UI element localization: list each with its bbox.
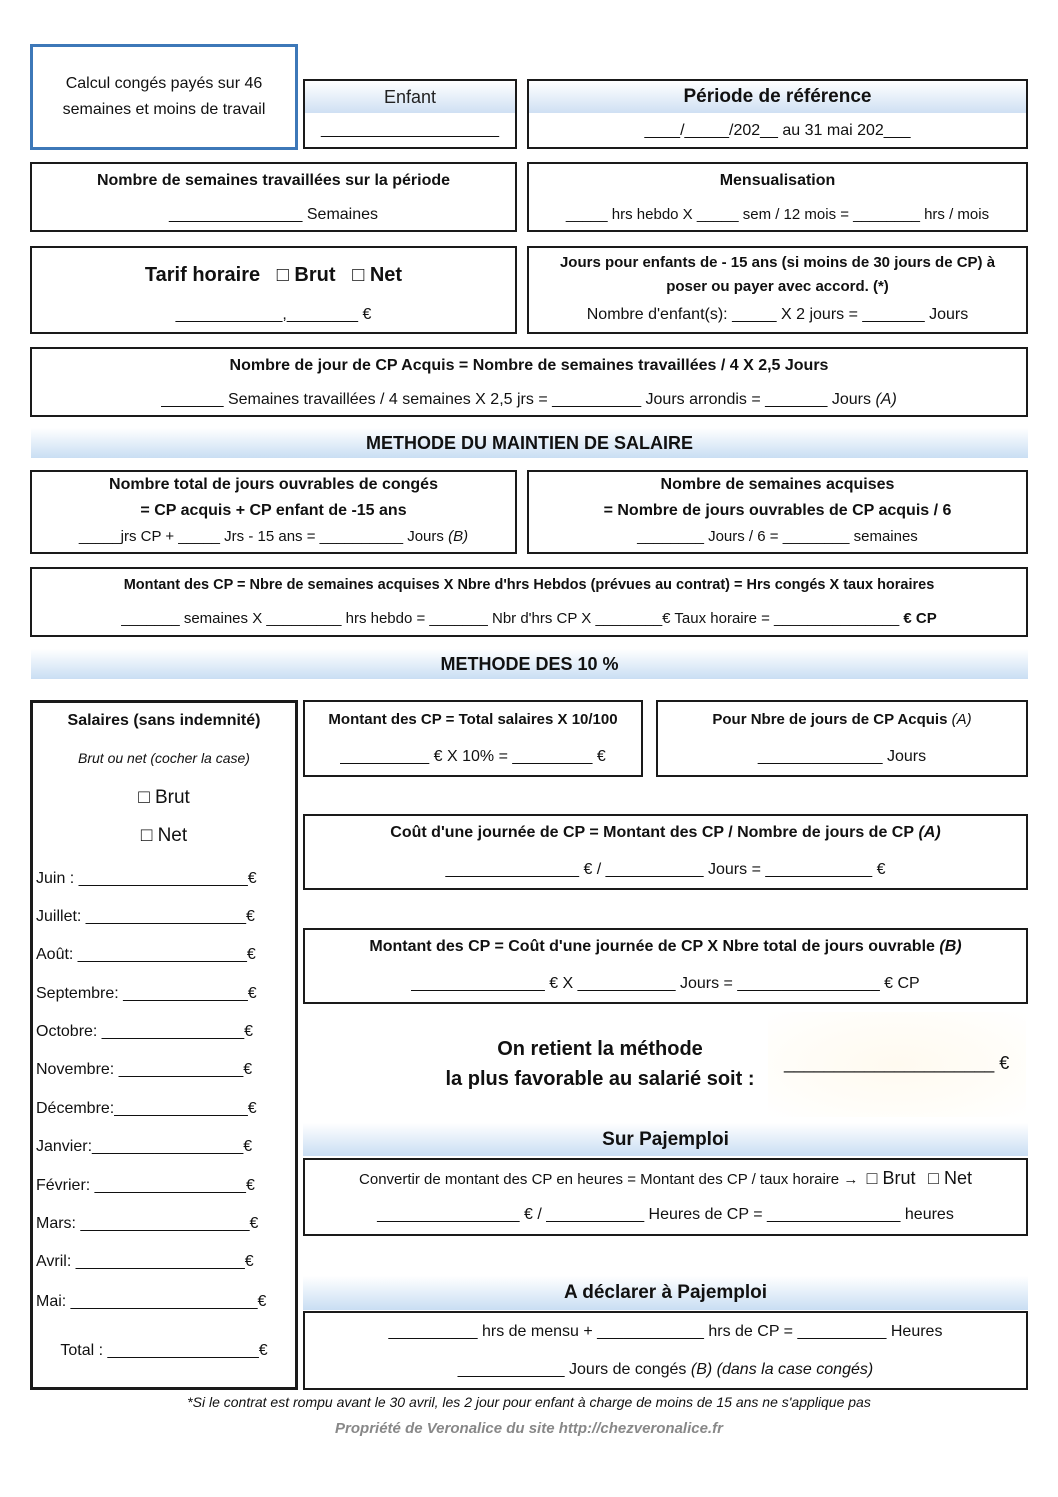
- montant-10-field[interactable]: __________ € X 10% = _________ €: [340, 748, 606, 765]
- enfant-box: [303, 79, 517, 149]
- salaire-month-field[interactable]: Août: ___________________€: [36, 946, 256, 963]
- cout-journee-title-row: [305, 824, 1026, 842]
- semaines-field[interactable]: _______________ Semaines: [168, 206, 379, 223]
- tarif-title: Tarif horaire: [144, 264, 261, 286]
- enfant-label: Enfant: [383, 87, 437, 107]
- montant-cp-unit: € CP: [903, 610, 937, 627]
- salaire-month-field[interactable]: Avril: ___________________€: [36, 1253, 254, 1270]
- mensualisation-box: [527, 162, 1028, 232]
- periode-box: [527, 79, 1028, 149]
- pour-nbre-title: Pour Nbre de jours de CP Acquis: [712, 711, 948, 728]
- tarif-title-row: [32, 264, 515, 287]
- jours-ouvrables-mark: (B): [448, 528, 469, 545]
- montant-cp-value: _______ semaines X _________ hrs hebdo = _______ Nbr d'hrs CP X ________€ Taux horaire = _______________: [121, 610, 900, 627]
- pour-nbre-box: [656, 700, 1028, 777]
- salaire-month-field[interactable]: Janvier:_________________€: [36, 1138, 253, 1155]
- tarif-net-checkbox[interactable]: □ Net: [352, 264, 403, 286]
- mensualisation-title: Mensualisation: [719, 172, 836, 189]
- montant-cout-mark: (B): [939, 938, 962, 955]
- cout-journee-mark: (A): [918, 824, 941, 841]
- montant-cout-title-row: [305, 938, 1026, 956]
- jours-enfants-line-2: poser ou payer avec accord. (*): [666, 278, 889, 295]
- section-maintien-band: METHODE DU MAINTIEN DE SALAIRE: [31, 428, 1028, 458]
- montant-cp-title: Montant des CP = Nbre de semaines acquises X Nbre d'hrs Hebdos (prévues au contrat) = Hrs congés X taux horaires: [123, 577, 935, 593]
- jours-enfants-line-1: Jours pour enfants de - 15 ans (si moins de 30 jours de CP) à: [559, 254, 996, 271]
- title-box: [30, 44, 298, 150]
- montant-10-box: [303, 700, 643, 777]
- pour-nbre-title-row: [658, 711, 1026, 728]
- salaires-net-checkbox[interactable]: □ Net: [140, 825, 188, 846]
- salaires-total-field[interactable]: Total : _________________€: [60, 1342, 268, 1359]
- cout-journee-field[interactable]: _______________ € / ___________ Jours = ____________ €: [445, 861, 886, 878]
- montant-cout-title: Montant des CP = Coût d'une journée de CP X Nbre total de jours ouvrable: [369, 938, 935, 955]
- footnote: *Si le contrat est rompu avant le 30 avril, les 2 jour pour enfant à charge de moins de 15 ans ne s'applique pas: [187, 1394, 871, 1410]
- salaires-subtitle: Brut ou net (cocher la case): [78, 750, 250, 766]
- salaire-month-field[interactable]: Octobre: ________________€: [36, 1023, 254, 1040]
- retient-text-block: [400, 1034, 800, 1094]
- cp-acquis-title: Nombre de jour de CP Acquis = Nombre de semaines travaillées / 4 X 2,5 Jours: [229, 357, 829, 374]
- montant-cout-box: [303, 928, 1028, 1004]
- retient-field[interactable]: _____________________ €: [784, 1053, 1010, 1073]
- montant-10-title: Montant des CP = Total salaires X 10/100: [328, 711, 618, 728]
- cout-journee-title: Coût d'une journée de CP = Montant des CP / Nombre de jours de CP: [390, 824, 915, 841]
- mensualisation-field[interactable]: _____ hrs hebdo X _____ sem / 12 mois = ________ hrs / mois: [565, 206, 990, 223]
- title-line-1: Calcul congés payés sur 46: [65, 75, 263, 92]
- enfant-field[interactable]: ____________________: [321, 121, 499, 138]
- declarer-jours-mark: (B) (dans la case congés): [690, 1361, 874, 1378]
- jours-ouvrables-line-2: = CP acquis + CP enfant de -15 ans: [140, 502, 407, 519]
- jours-ouvrables-line-1: Nombre total de jours ouvrables de congés: [109, 476, 438, 493]
- montant-cp-field[interactable]: [32, 610, 1026, 627]
- salaire-month-field[interactable]: Novembre: ______________€: [36, 1061, 253, 1078]
- retient-line-2: la plus favorable au salarié soit :: [445, 1068, 755, 1090]
- jours-ouvrables-field[interactable]: [32, 528, 515, 545]
- cp-acquis-value: _______ Semaines travaillées / 4 semaines X 2,5 jrs = __________ Jours arrondis = _______ Jours: [161, 391, 871, 408]
- pajemploi-net-checkbox[interactable]: □ Net: [928, 1168, 972, 1188]
- pajemploi-band: Sur Pajemploi: [303, 1123, 1028, 1156]
- property-credit: Propriété de Veronalice du site http://chezveronalice.fr: [335, 1420, 723, 1437]
- pajemploi-line-1: [305, 1168, 1026, 1189]
- salaire-month-field[interactable]: Juin : ___________________€: [36, 870, 257, 887]
- cp-acquis-field[interactable]: [32, 391, 1026, 409]
- cout-journee-box: [303, 814, 1028, 890]
- pajemploi-field[interactable]: ________________ € / ___________ Heures de CP = _______________ heures: [377, 1206, 954, 1223]
- salaires-box: [30, 700, 298, 1390]
- pour-nbre-mark: (A): [951, 711, 972, 728]
- salaire-month-field[interactable]: Juillet: __________________€: [36, 908, 255, 925]
- salaire-month-field[interactable]: Septembre: ______________€: [36, 985, 257, 1002]
- tarif-box: [30, 246, 517, 334]
- cp-acquis-mark: (A): [875, 391, 897, 408]
- salaire-month-field[interactable]: Mai: _____________________€: [36, 1293, 267, 1310]
- pajemploi-convert-text: Convertir de montant des CP en heures = Montant des CP / taux horaire →: [359, 1171, 859, 1188]
- jours-enfants-field[interactable]: Nombre d'enfant(s): _____ X 2 jours = _______ Jours: [586, 306, 969, 323]
- declarer-band: A déclarer à Pajemploi: [303, 1276, 1028, 1310]
- salaire-month-field[interactable]: Décembre:_______________€: [36, 1100, 257, 1117]
- declarer-box: [303, 1311, 1028, 1390]
- salaires-brut-checkbox[interactable]: □ Brut: [138, 787, 190, 808]
- declarer-line-2[interactable]: [305, 1361, 1026, 1379]
- semaines-acquises-line-2: = Nombre de jours ouvrables de CP acquis / 6: [603, 502, 952, 519]
- pajemploi-brut-checkbox[interactable]: □ Brut: [866, 1168, 916, 1188]
- jours-ouvrables-box: [30, 470, 517, 554]
- montant-cp-box: [30, 567, 1028, 637]
- semaines-acquises-box: [527, 470, 1028, 554]
- semaines-title: Nombre de semaines travaillées sur la période: [96, 172, 451, 189]
- tarif-brut-checkbox[interactable]: □ Brut: [276, 264, 336, 286]
- tarif-field[interactable]: ____________,________ €: [175, 306, 372, 323]
- pajemploi-box: [303, 1158, 1028, 1236]
- cp-acquis-box: [30, 347, 1028, 417]
- declarer-line-1[interactable]: __________ hrs de mensu + ____________ hrs de CP = __________ Heures: [388, 1323, 943, 1340]
- declarer-jours-field: ____________ Jours de congés: [457, 1361, 687, 1378]
- periode-field[interactable]: ____/_____/202__ au 31 mai 202___: [644, 122, 911, 139]
- salaires-title: Salaires (sans indemnité): [67, 712, 261, 729]
- jours-ouvrables-value: _____jrs CP + _____ Jrs - 15 ans = __________ Jours: [78, 528, 444, 545]
- semaines-acquises-field[interactable]: ________ Jours / 6 = ________ semaines: [637, 528, 918, 545]
- salaire-month-field[interactable]: Mars: ___________________€: [36, 1215, 259, 1232]
- semaines-box: [30, 162, 517, 232]
- montant-cout-field[interactable]: _______________ € X ___________ Jours = ________________ € CP: [411, 975, 920, 992]
- title-line-2: semaines et moins de travail: [62, 101, 266, 118]
- section-10-band: METHODE DES 10 %: [31, 649, 1028, 679]
- periode-label: Période de référence: [683, 86, 872, 107]
- semaines-acquises-line-1: Nombre de semaines acquises: [660, 476, 895, 493]
- salaire-month-field[interactable]: Février: _________________€: [36, 1177, 255, 1194]
- retient-line-1: On retient la méthode: [497, 1038, 703, 1060]
- pour-nbre-field[interactable]: ______________ Jours: [757, 748, 927, 765]
- jours-enfants-box: [527, 246, 1028, 334]
